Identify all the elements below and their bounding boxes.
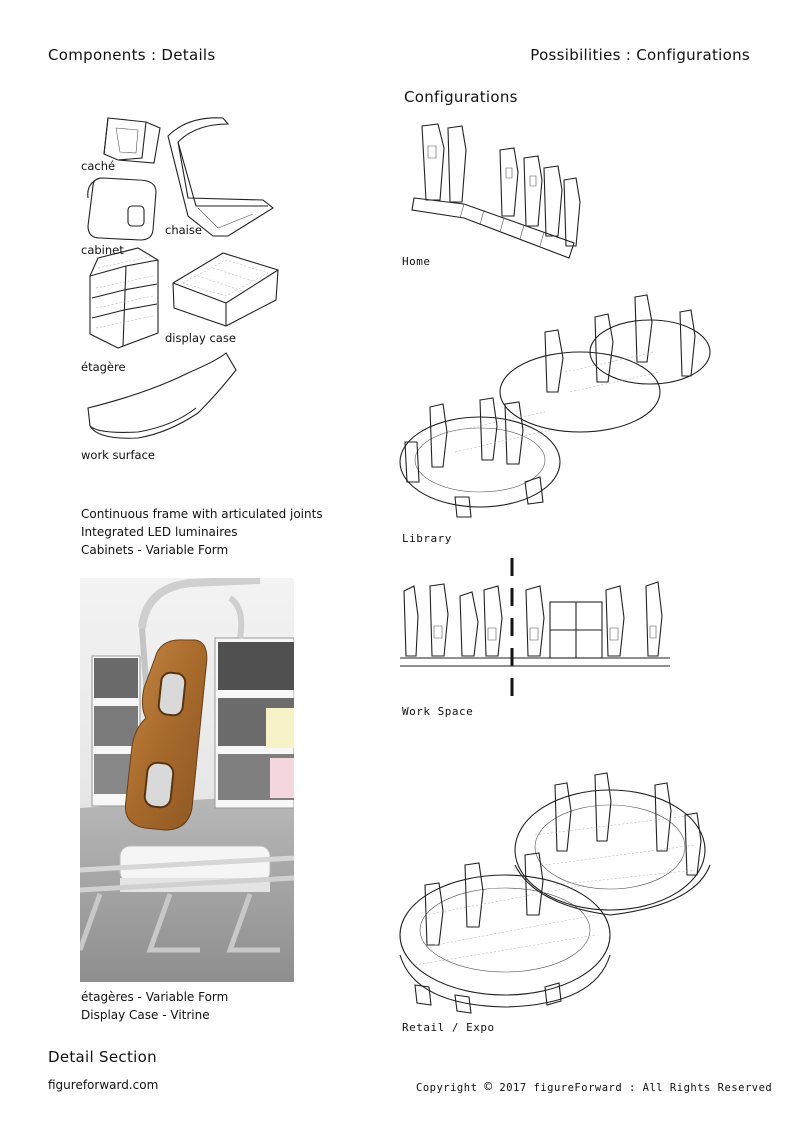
etagere-label: étagère [81,360,126,374]
work-surface-label: work surface [81,448,155,462]
configurations-title: Configurations [404,88,518,106]
components-description [81,505,323,559]
cache-drawing [104,118,160,163]
library-configuration-drawing [395,292,715,528]
cabinet-drawing [88,178,156,240]
work-space-configuration-drawing [400,556,675,706]
render-illustration [80,578,294,982]
website-link[interactable]: figureforward.com [48,1078,159,1092]
right-page-title: Possibilities : Configurations [530,46,750,64]
description-line: Integrated LED luminaires [81,525,238,539]
copyright-notice [416,1080,772,1095]
home-configuration-drawing [404,118,594,268]
description-line: Continuous frame with articulated joints [81,507,323,521]
display-case-label: display case [165,331,236,345]
detail-section-title: Detail Section [48,1048,157,1066]
retail-expo-configuration-drawing [395,755,715,1020]
caption-line: étagères - Variable Form [81,990,229,1004]
copyright-text: 2017 figureForward : All Rights Reserved [499,1082,773,1094]
work-space-label: Work Space [402,705,474,718]
description-line: Cabinets - Variable Form [81,543,229,557]
left-page-title: Components : Details [48,46,216,64]
chaise-drawing [168,118,273,236]
cabinet-label: cabinet [81,243,124,257]
display-case-drawing [173,253,278,326]
chaise-label: chaise [165,223,202,237]
etagere-render-image [80,578,294,982]
retail-expo-label: Retail / Expo [402,1021,495,1034]
copyright-prefix: Copyright [416,1082,478,1094]
home-label: Home [402,255,431,268]
render-caption [81,988,228,1024]
caption-line: Display Case - Vitrine [81,1008,210,1022]
copyright-symbol: © [484,1080,493,1095]
etagere-drawing [90,248,158,348]
cache-label: caché [81,159,116,173]
library-label: Library [402,532,452,545]
